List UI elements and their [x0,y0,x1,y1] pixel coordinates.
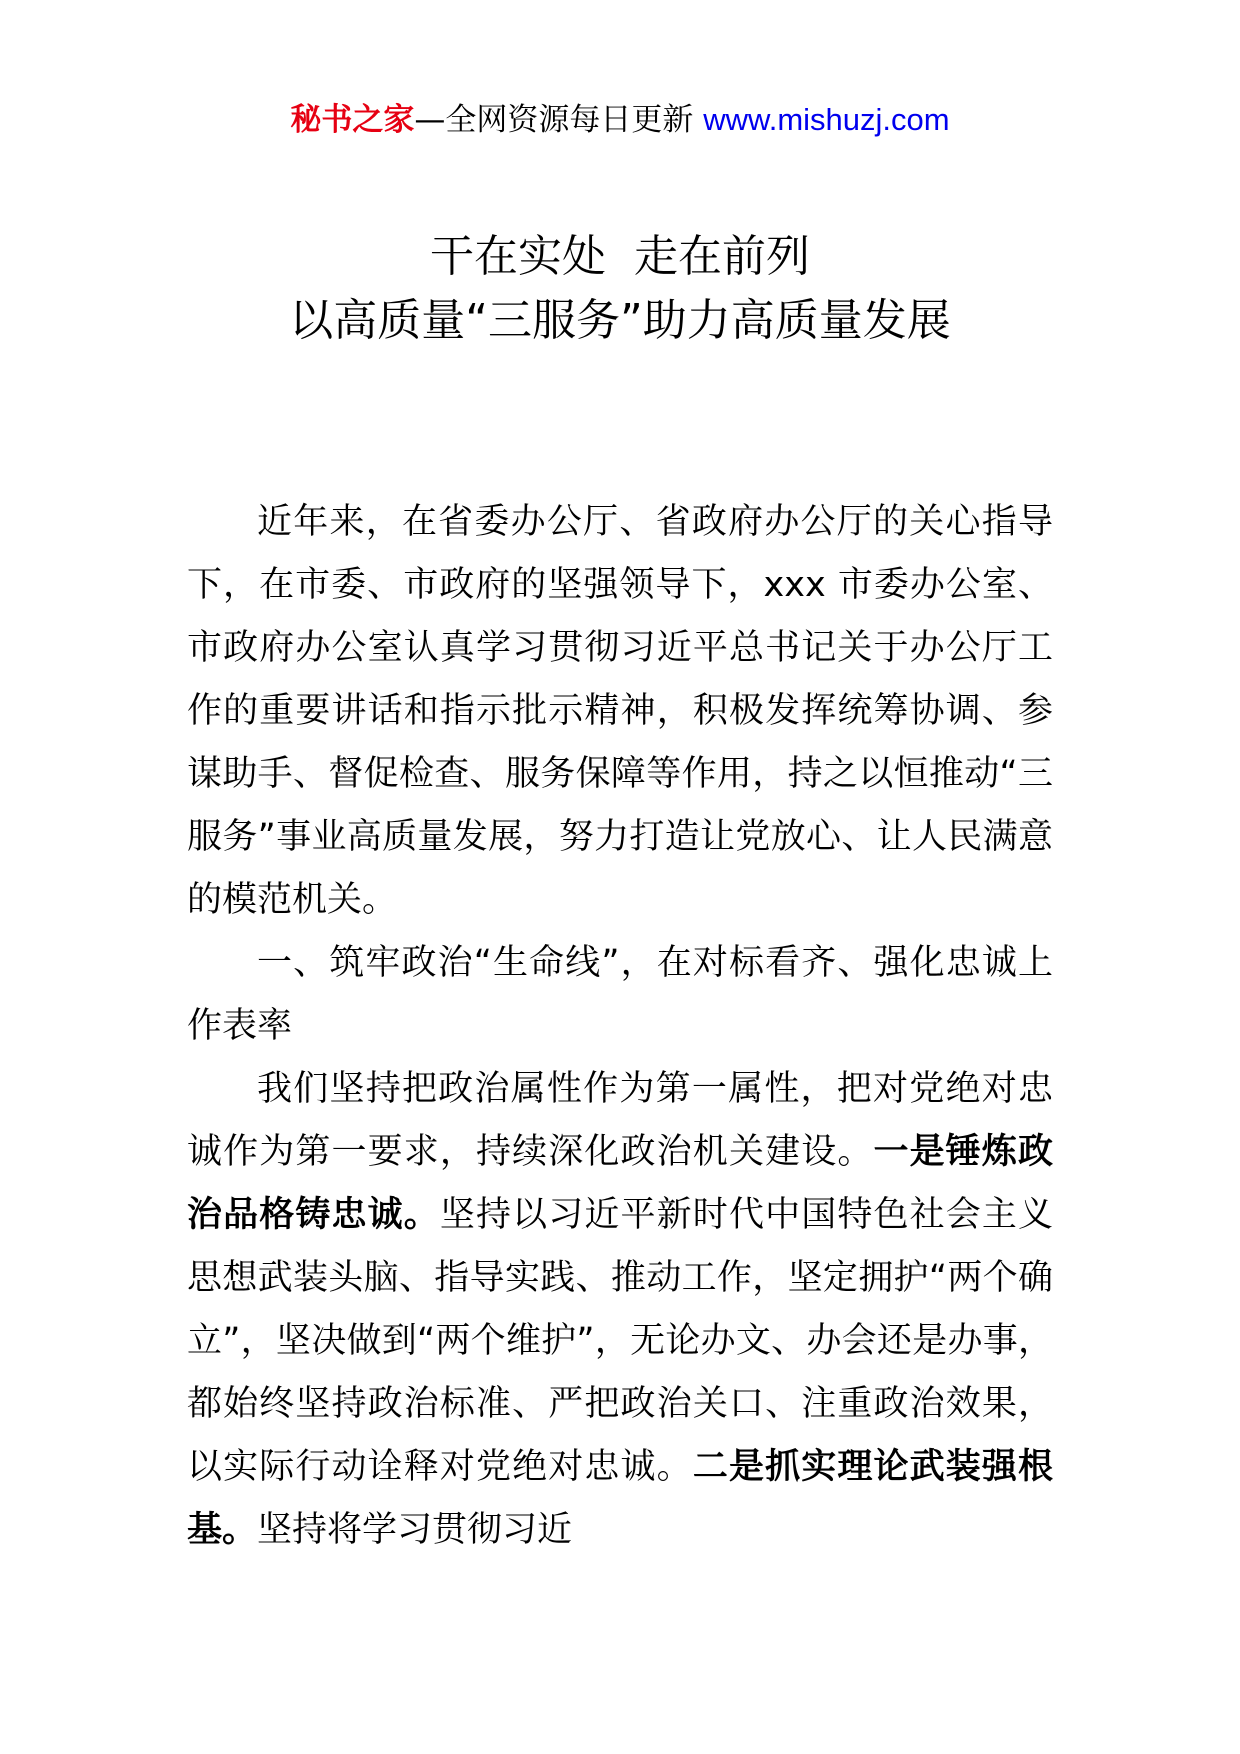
body-paragraph [187,1058,1053,1562]
bold-point-2: 二是抓实理论武装强根基。 [187,1447,1053,1550]
document-title-line-2: 以高质量“三服务”助力高质量发展 [289,295,951,346]
bold-point-1: 一是锤炼政治品格铸忠诚。 [187,1132,1053,1235]
document-title-line-1: 干在实处 走在前列 [430,231,810,282]
section-heading: 一、筑牢政治“生命线”，在对标看齐、强化忠诚上作表率 [187,943,1053,1046]
intro-paragraph: 近年来，在省委办公厅、省政府办公厅的关心指导下，在市委、市政府的坚强领导下，xxx 市委办公室、市政府办公室认真学习贯彻习近平总书记关于办公厅工作的重要讲话和指示批示精神，积极发挥统筹协调、参谋助手、督促检查、服务保障等作用，持之以恒推动“三服务”事业高质量发展，努力打造让党放心、让人民满意的模范机关。 [187,502,1053,920]
paragraph-text: 坚持将学习贯彻习近 [257,1510,573,1550]
header-tagline: —全网资源每日更新 [414,102,704,138]
site-url-link[interactable]: www.mishuzj.com [703,102,950,137]
site-header [0,100,1240,140]
paragraph-text: 坚持以习近平新时代中国特色社会主义思想武装头脑、指导实践、推动工作，坚定拥护“两个确立”，坚决做到“两个维护”，无论办文、办会还是办事，都始终坚持政治标准、严把政治关口、注重政治效果，以实际行动诠释对党绝对忠诚。 [187,1195,1053,1487]
document-body [187,491,1053,1562]
brand-name: 秘书之家 [290,102,415,138]
paragraph-text: 我们坚持把政治属性作为第一属性，把对党绝对忠诚作为第一要求，持续深化政治机关建设。 [187,1069,1053,1172]
